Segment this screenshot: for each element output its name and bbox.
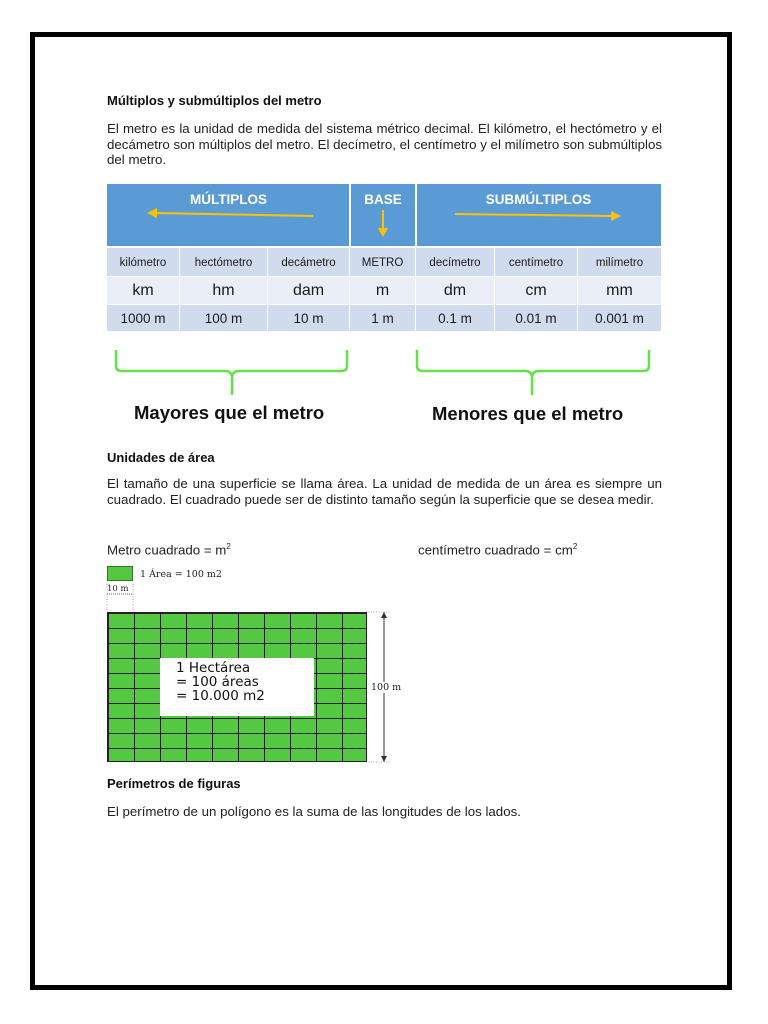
unit-value-cell: 0.1 m <box>416 304 495 331</box>
hectare-label-box <box>160 658 314 716</box>
unit-name-cell: decámetro <box>268 246 350 276</box>
unit-name-cell: hectómetro <box>180 246 268 276</box>
section-heading-multiples: Múltiplos y submúltiplos del metro <box>107 93 322 108</box>
square-meter-exponent: 2 <box>226 542 231 551</box>
hectare-line: = 100 áreas <box>176 674 259 690</box>
area-label: 1 Área = 100 m2 <box>140 569 222 580</box>
section-heading-area: Unidades de área <box>107 450 215 465</box>
unit-abbr-cell: dam <box>268 276 350 304</box>
greater-than-meter-label: Mayores que el metro <box>134 402 325 423</box>
hectare-line: = 10.000 m2 <box>176 688 265 704</box>
height-label: 100 m <box>371 682 402 693</box>
unit-abbr-cell: hm <box>180 276 268 304</box>
unit-value-cell: 0.001 m <box>578 304 661 331</box>
hectare-line: 1 Hectárea <box>176 660 251 676</box>
section-heading-perimeter: Perímetros de figuras <box>107 776 241 791</box>
unit-value-cell: 0.01 m <box>495 304 578 331</box>
unit-value-cell: 10 m <box>268 304 350 331</box>
unit-abbr-cell: m <box>350 276 416 304</box>
unit-abbr-cell: cm <box>495 276 578 304</box>
unit-name-cell: milímetro <box>578 246 661 276</box>
square-cm-exponent: 2 <box>572 542 578 551</box>
unit-name-cell: centímetro <box>495 246 578 276</box>
unit-name-cell: METRO <box>350 246 416 276</box>
side-length-label: 10 m <box>107 584 129 594</box>
submultiples-header: SUBMÚLTIPLOS <box>485 192 592 207</box>
unit-abbr-cell: dm <box>416 276 495 304</box>
base-header: BASE <box>364 192 402 207</box>
unit-abbr-cell: mm <box>578 276 661 304</box>
multiples-header: MÚLTIPLOS <box>190 192 267 207</box>
square-cm-text: centímetro cuadrado = cm <box>418 542 573 558</box>
square-meter-text: Metro cuadrado = m <box>107 542 227 558</box>
paragraph-perimeter: El perímetro de un polígono es la suma de las longitudes de los lados. <box>107 804 521 819</box>
smaller-than-meter-label: Menores que el metro <box>432 403 624 424</box>
unit-name-cell: kilómetro <box>107 246 180 276</box>
unit-abbr-cell: km <box>107 276 180 304</box>
paragraph-metro: El metro es la unidad de medida del sistema métrico decimal. El kilómetro, el hectómetro y el decámetro son múltiplos del metro. El decímetro, el centímetro y el milímetro son submúltiplos del metro. <box>107 121 662 167</box>
paragraph-area: El tamaño de una superficie se llama área. La unidad de medida de un área es siempre un cuadrado. El cuadrado puede ser de distinto tamaño según la superficie que se desea medir. <box>107 476 662 507</box>
unit-value-cell: 1000 m <box>107 304 180 331</box>
unit-name-cell: decímetro <box>416 246 495 276</box>
unit-value-cell: 100 m <box>180 304 268 331</box>
unit-value-cell: 1 m <box>350 304 416 331</box>
